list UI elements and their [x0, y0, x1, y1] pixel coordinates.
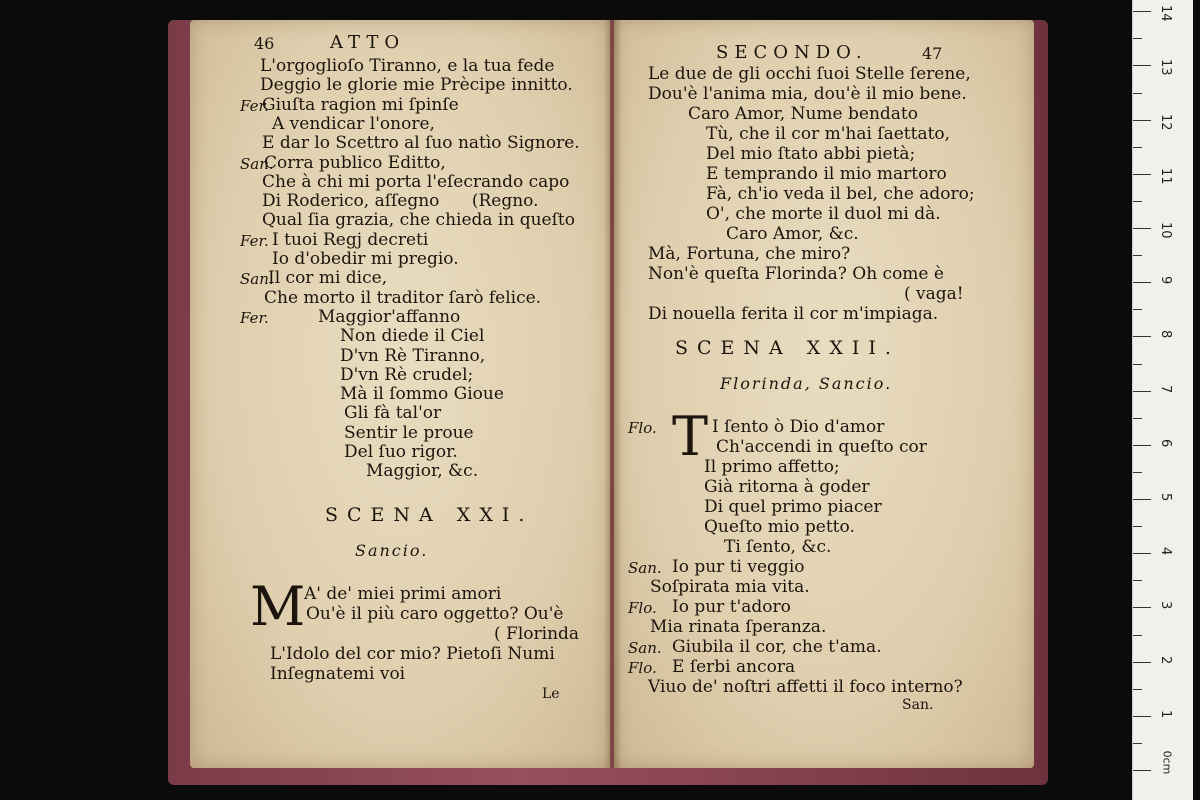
ruler-tick: [1133, 364, 1142, 365]
verse-line: Maggior'affanno: [318, 306, 461, 327]
running-head-right: SECONDO.: [716, 42, 868, 63]
catchword-left: Le: [542, 686, 560, 702]
verse-line: Non diede il Ciel: [340, 326, 485, 347]
verse-line: Giubila il cor, che t'ama.: [672, 637, 882, 657]
ruler-number: 10: [1158, 222, 1173, 239]
speaker-label: San.: [240, 154, 274, 173]
ruler-number: 2: [1158, 655, 1173, 664]
measuring-ruler: [1132, 0, 1193, 800]
speaker-label: San.: [628, 639, 662, 657]
verse-line: I tuoi Regj decreti: [272, 229, 429, 250]
ruler-number: 14: [1158, 5, 1173, 22]
verse-line: Corra publico Editto,: [264, 152, 446, 173]
verse-line: E dar lo Scettro al ſuo natìo Signore.: [262, 133, 580, 154]
ruler-number: 4: [1158, 547, 1173, 556]
page-number-right: 47: [922, 44, 943, 63]
verse-line: Di Roderico, aſſegno (Regno.: [262, 191, 539, 212]
drop-capital-t: T: [672, 405, 709, 468]
verse-line: O', che morte il duol mi dà.: [706, 204, 941, 224]
verse-line: Io pur t'adoro: [672, 597, 791, 617]
ruler-tick: [1133, 11, 1151, 12]
ruler-tick: [1133, 445, 1151, 446]
ruler-number: 11: [1158, 167, 1173, 185]
verse-line: L'orgoglioſo Tiranno, e la tua fede: [260, 56, 555, 76]
ruler-tick: [1133, 418, 1142, 419]
ruler-number: 6: [1158, 438, 1173, 448]
verse-line: Già ritorna à goder: [704, 477, 870, 497]
ruler-tick: [1133, 689, 1142, 690]
speaker-label: Flo.: [628, 599, 657, 617]
scene-persons-xxi: Sancio.: [355, 541, 429, 560]
speaker-label: Flo.: [628, 659, 657, 677]
verse-line: Del ſuo rigor.: [344, 442, 458, 462]
scene-title-xxi: SCENA XXI.: [325, 504, 534, 526]
verse-line: L'Idolo del cor mio? Pietoſi Numi: [270, 644, 555, 664]
ruler-tick: [1133, 499, 1151, 500]
ruler-tick: [1133, 580, 1142, 581]
verse-line: Soſpirata mia vita.: [650, 577, 810, 597]
verse-line: Mà il ſommo Gioue: [340, 384, 504, 405]
verse-line: I ſento ò Dio d'amor: [712, 417, 885, 437]
verse-line: Il primo affetto;: [704, 457, 840, 477]
verse-line: Deggio le glorie mie Prècipe innitto.: [260, 75, 573, 96]
ruler-tick: [1133, 147, 1142, 148]
speaker-label: Fer.: [240, 308, 269, 327]
verse-line: Di quel primo piacer: [704, 497, 882, 517]
verse-line: Le due de gli occhi ſuoi Stelle ſerene,: [648, 64, 971, 84]
verse-line: D'vn Rè Tiranno,: [340, 345, 486, 366]
drop-capital-m: M: [250, 575, 306, 638]
verse-line: Io pur ti veggio: [672, 557, 805, 577]
ruler-number: 13: [1158, 59, 1173, 76]
ruler-number: 9: [1158, 276, 1173, 285]
verse-line: Il cor mi dice,: [268, 268, 388, 289]
catchword-right: San.: [902, 697, 934, 713]
ruler-tick: [1133, 93, 1142, 94]
verse-line: Caro Amor, &c.: [726, 224, 859, 244]
verse-line: Ch'accendi in queſto cor: [716, 437, 927, 457]
ruler-unit-label: 0cm: [1160, 750, 1174, 775]
ruler-tick: [1133, 282, 1151, 283]
ruler-tick: [1133, 228, 1151, 229]
ruler-tick: [1133, 526, 1142, 527]
verse-line: Qual ſia grazia, che chieda in queſto: [262, 210, 575, 231]
verse-line: E ſerbi ancora: [672, 657, 796, 677]
ruler-tick: [1133, 336, 1151, 337]
ruler-number: 12: [1158, 113, 1173, 131]
ruler-tick: [1133, 662, 1151, 663]
ruler-number: 8: [1158, 330, 1173, 339]
ruler-tick: [1133, 201, 1142, 202]
ruler-tick: [1133, 38, 1142, 39]
verse-line: Ou'è il più caro oggetto? Ou'è: [306, 604, 564, 624]
verse-line: E temprando il mio martoro: [706, 164, 947, 184]
verse-line: Gli fà tal'or: [344, 403, 442, 424]
ruler-tick: [1133, 391, 1151, 392]
verse-line: A vendicar l'onore,: [272, 113, 435, 134]
verse-line: Di nouella ferita il cor m'impiaga.: [648, 304, 939, 324]
verse-line: ( vaga!: [904, 284, 964, 304]
verse-line: A' de' miei primi amori: [304, 584, 502, 604]
verse-line: Tù, che il cor m'hai ſaettato,: [706, 124, 951, 144]
ruler-tick: [1133, 255, 1142, 256]
verse-line: Dou'è l'anima mia, dou'è il mio bene.: [648, 84, 967, 104]
verse-line: D'vn Rè crudel;: [340, 364, 474, 385]
speaker-label: Flo.: [628, 419, 657, 437]
running-head-left: ATTO: [330, 32, 406, 53]
scene-title-xxii: SCENA XXII.: [675, 337, 900, 359]
verse-line: Inſegnatemi voi: [270, 664, 406, 684]
verse-line: Maggior, &c.: [366, 461, 479, 482]
verse-line: Giuſta ragion mi ſpinſe: [262, 94, 459, 115]
verse-line: Ti ſento, &c.: [724, 537, 832, 557]
ruler-number: 3: [1158, 601, 1173, 610]
ruler-number: 5: [1158, 493, 1173, 502]
ruler-tick: [1133, 607, 1151, 608]
ruler-tick: [1133, 716, 1151, 717]
speaker-label: Fer.: [240, 96, 269, 115]
ruler-tick: [1133, 120, 1151, 121]
verse-line: Queſto mio petto.: [704, 517, 855, 537]
ruler-tick: [1133, 553, 1151, 554]
verse-line: Che à chi mi porta l'eſecrando capo: [262, 171, 570, 192]
ruler-tick: [1133, 770, 1151, 771]
scene-persons-xxii: Florinda, Sancio.: [720, 374, 893, 393]
verse-line: Che morto il traditor ſarò felice.: [264, 287, 542, 308]
ruler-tick: [1133, 174, 1151, 175]
verse-line: ( Florinda: [494, 624, 580, 644]
verse-line: Del mio ſtato abbi pietà;: [706, 144, 916, 164]
verse-line: Viuo de' noſtri affetti il foco interno?: [648, 677, 963, 697]
ruler-tick: [1133, 635, 1142, 636]
verse-line: Io d'obedir mi pregio.: [272, 249, 459, 269]
verse-line: Mà, Fortuna, che miro?: [648, 244, 851, 264]
book-gutter: [604, 20, 622, 768]
verse-line: Mia rinata ſperanza.: [650, 617, 827, 637]
speaker-label: Fer.: [240, 231, 269, 250]
ruler-tick: [1133, 65, 1151, 66]
ruler-tick: [1133, 743, 1142, 744]
verse-line: Caro Amor, Nume bendato: [688, 104, 918, 124]
verse-line: Non'è queſta Florinda? Oh come è: [648, 264, 944, 284]
ruler-tick: [1133, 472, 1142, 473]
speaker-label: San.: [628, 559, 662, 577]
speaker-label: San.: [240, 270, 274, 289]
verse-line: Sentir le proue: [344, 422, 474, 443]
ruler-number: 1: [1158, 709, 1173, 719]
ruler-number: 7: [1158, 384, 1173, 393]
page-number-left: 46: [254, 34, 275, 53]
verse-line: Fà, ch'io veda il bel, che adoro;: [706, 184, 975, 204]
ruler-tick: [1133, 309, 1142, 310]
